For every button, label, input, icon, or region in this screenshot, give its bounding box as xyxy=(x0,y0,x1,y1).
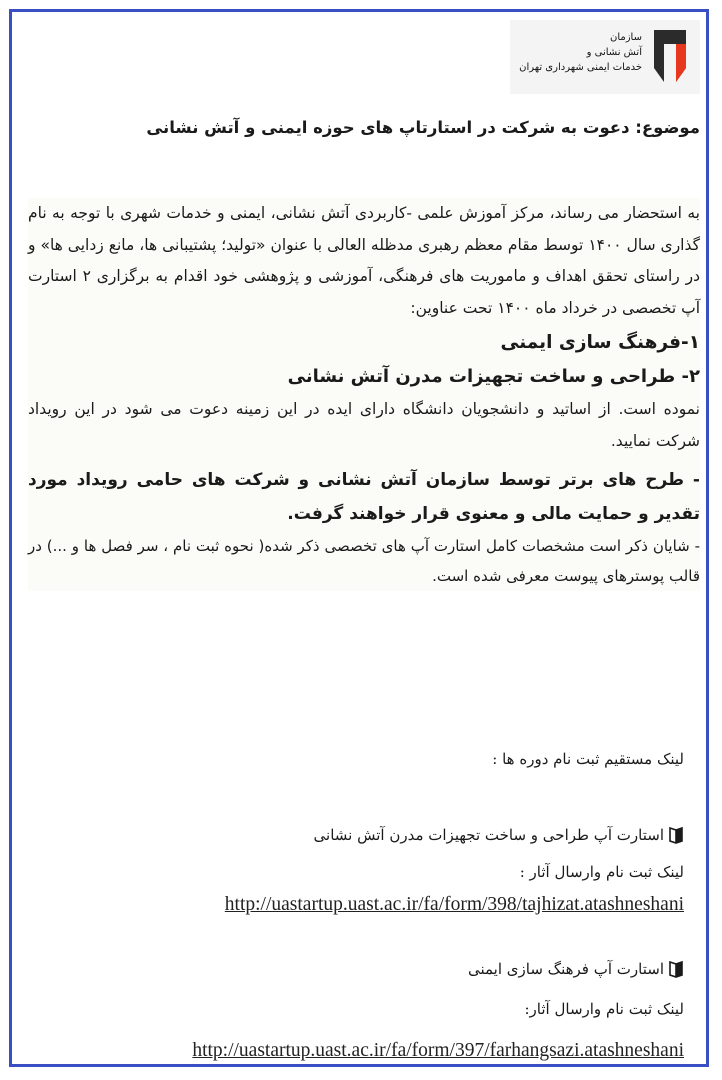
invite-paragraph: نموده است. از اساتید و دانشجویان دانشگاه دارای ایده در این زمینه دعوت می شود در این رویداد شرکت نمایید. xyxy=(28,400,700,450)
links-title: لینک مستقیم ثبت نام دوره ها : xyxy=(492,750,684,768)
org-name-line: خدمات ایمنی شهرداری تهران xyxy=(519,62,642,73)
course-1 xyxy=(314,826,684,844)
registration-label: لینک ثبت نام وارسال آثار : xyxy=(519,863,684,881)
org-name-line: آتش نشانی و xyxy=(586,47,642,58)
document-page xyxy=(12,12,706,1064)
fire-department-logo-icon xyxy=(650,28,690,84)
page-frame xyxy=(9,9,709,1067)
award-paragraph: - طرح های برتر توسط سازمان آتش نشانی و شرکت های حامی رویداد مورد تقدیر و حمایت مالی و معنوی قرار خواهند گرفت. xyxy=(28,470,700,524)
book-icon xyxy=(668,960,684,978)
org-name-line: سازمان xyxy=(609,32,642,43)
org-logo xyxy=(510,20,700,94)
org-name xyxy=(519,30,642,75)
registration-link[interactable]: http://uastartup.uast.ac.ir/fa/form/397/farhangsazi.atashneshani xyxy=(192,1040,684,1061)
note-paragraph: - شایان ذکر است مشخصات کامل استارت آپ های تخصصی ذکر شده( نحوه ثبت نام ، سر فصل ها و ...) در قالب پوسترهای پیوست معرفی شده است. xyxy=(28,537,700,585)
registration-label: لینک ثبت نام وارسال آثار: xyxy=(524,1000,684,1018)
letter-body xyxy=(28,198,700,591)
intro-paragraph: به استحضار می رساند، مرکز آموزش علمی -کاربردی آتش نشانی، ایمنی و خدمات شهری با توجه به نام گذاری سال ۱۴۰۰ توسط مقام معظم رهبری مدظله العالی با عنوان «تولید؛ پشتیبانی ها، مانع زدایی ها» و در راستای تحقق اهداف و ماموریت های فرهنگی، آموزشی و پژوهشی خود اقدام به برگزاری ۲ استارت آپ تخصصی در خرداد ماه ۱۴۰۰ تحت عناوین: xyxy=(28,204,700,317)
letter-subject: موضوع: دعوت به شرکت در استارتاپ های حوزه ایمنی و آتش نشانی xyxy=(146,118,700,137)
book-icon xyxy=(668,826,684,844)
registration-link[interactable]: http://uastartup.uast.ac.ir/fa/form/398/tajhizat.atashneshani xyxy=(224,894,684,915)
course-2 xyxy=(468,960,684,978)
topic-1: ۱-فرهنگ سازی ایمنی xyxy=(500,332,700,353)
course-title: استارت آپ طراحی و ساخت تجهیزات مدرن آتش نشانی xyxy=(313,826,664,844)
topic-2: ۲- طراحی و ساخت تجهیزات مدرن آتش نشانی xyxy=(287,366,700,387)
course-title: استارت آپ فرهنگ سازی ایمنی xyxy=(467,960,664,978)
